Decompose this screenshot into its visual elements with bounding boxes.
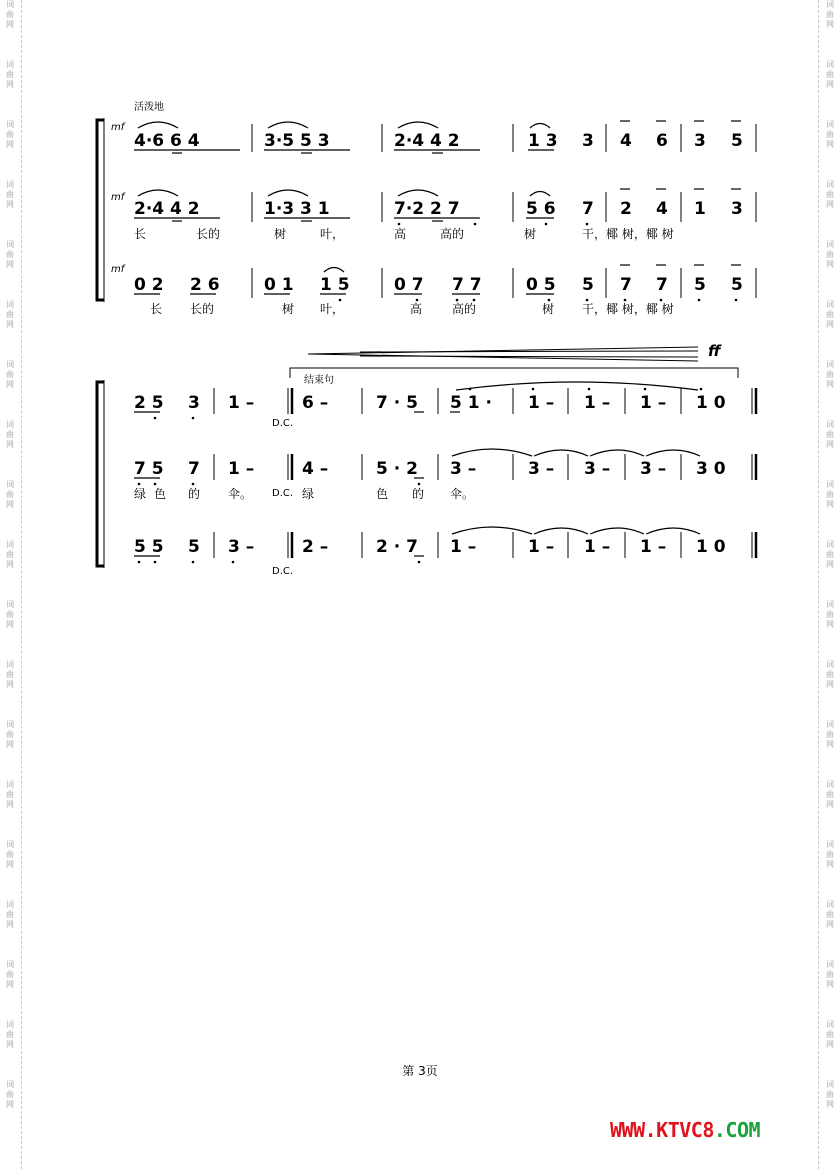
- note-text: 3: [582, 131, 594, 151]
- watermark-char: 曲: [6, 10, 14, 19]
- watermark-char: 词: [6, 420, 14, 429]
- watermark-char: 词: [826, 960, 834, 969]
- note-text: 2 –: [302, 537, 329, 557]
- note-text: 1 –: [450, 537, 477, 557]
- watermark-char: 词: [826, 240, 834, 249]
- watermark-char: 网: [6, 80, 14, 89]
- watermark-char: 词: [6, 600, 14, 609]
- note-text: 7: [620, 275, 632, 295]
- system-1-brace: [97, 120, 104, 300]
- watermark-char: 曲: [826, 730, 834, 739]
- watermark-char: 曲: [6, 850, 14, 859]
- watermark-char: 网: [826, 920, 834, 929]
- watermark-char: 曲: [826, 430, 834, 439]
- watermark-char: 网: [826, 440, 834, 449]
- lyric-text: 的: [412, 487, 425, 501]
- note-text: 5 6: [526, 199, 556, 219]
- watermark-char: 网: [826, 1100, 834, 1109]
- note-text: 7: [188, 459, 200, 479]
- dc-marking: D.C.: [272, 566, 294, 577]
- lyric-text: 伞。: [228, 487, 253, 501]
- note-text: 7: [582, 199, 594, 219]
- watermark-char: 曲: [6, 790, 14, 799]
- watermark-char: 曲: [826, 310, 834, 319]
- note-text: 2: [620, 199, 632, 219]
- watermark-char: 词: [6, 660, 14, 669]
- system-2: [97, 342, 756, 577]
- dynamic-mf-3: mf: [111, 264, 125, 275]
- note-text: 0 5: [526, 275, 556, 295]
- lyric-text: 叶，: [320, 227, 345, 241]
- tempo-marking: 活泼地: [134, 102, 164, 113]
- watermark-char: 网: [826, 560, 834, 569]
- watermark-char: 曲: [6, 130, 14, 139]
- watermark-char: 网: [826, 860, 834, 869]
- watermark-char: 网: [826, 620, 834, 629]
- system-2-brace: [97, 382, 104, 566]
- watermark-char: 曲: [6, 370, 14, 379]
- watermark-char: 词: [6, 240, 14, 249]
- watermark-char: 词: [826, 660, 834, 669]
- watermark-char: 网: [6, 1040, 14, 1049]
- note-text: 3·5 5 3: [264, 131, 330, 151]
- note-text: 5: [582, 275, 594, 295]
- watermark-char: 曲: [826, 370, 834, 379]
- watermark-char: 网: [6, 140, 14, 149]
- watermark-char: 网: [6, 320, 14, 329]
- watermark-char: 网: [826, 500, 834, 509]
- note-text: 3 0: [696, 459, 726, 479]
- note-text: 1 –: [640, 537, 667, 557]
- watermark-char: 曲: [6, 550, 14, 559]
- watermark-char: 网: [826, 320, 834, 329]
- lyric-text: 色: [154, 487, 167, 501]
- lyric-text: 树: [274, 227, 287, 241]
- watermark-char: 曲: [6, 250, 14, 259]
- watermark-char: 网: [826, 380, 834, 389]
- watermark-char: 曲: [6, 490, 14, 499]
- note-text: 1·3 3 1: [264, 199, 330, 219]
- note-text: 1 0: [696, 537, 726, 557]
- watermark-char: 网: [6, 800, 14, 809]
- watermark-char: 词: [6, 300, 14, 309]
- note-text: 1: [694, 199, 706, 219]
- note-text: 1 –: [528, 393, 555, 413]
- note-text: 1 –: [528, 537, 555, 557]
- watermark-char: 词: [826, 180, 834, 189]
- note-text: 2 6: [190, 275, 220, 295]
- lyric-text: 绿: [134, 487, 147, 501]
- watermark-char: 网: [6, 860, 14, 869]
- watermark-char: 曲: [826, 130, 834, 139]
- watermark-char: 词: [6, 900, 14, 909]
- note-text: 5: [694, 275, 706, 295]
- logo-domain-green: .COM: [713, 1118, 761, 1142]
- watermark-char: 词: [826, 1020, 834, 1029]
- watermark-char: 词: [6, 360, 14, 369]
- watermark-char: 曲: [826, 190, 834, 199]
- watermark-char: 曲: [826, 550, 834, 559]
- note-text: 2·4 4 2: [394, 131, 460, 151]
- note-text: 7 7: [452, 275, 482, 295]
- watermark-char: 曲: [6, 610, 14, 619]
- dynamic-mf-1: mf: [111, 122, 125, 133]
- note-text: 3 –: [450, 459, 477, 479]
- watermark-char: 曲: [826, 490, 834, 499]
- note-text: 5 5: [134, 537, 164, 557]
- note-text: 3: [188, 393, 200, 413]
- note-text: 1 –: [228, 459, 255, 479]
- lyric-text: 高的: [452, 302, 477, 316]
- watermark-char: 词: [826, 420, 834, 429]
- note-text: 6: [656, 131, 668, 151]
- site-logo[interactable]: [610, 1118, 760, 1142]
- watermark-char: 网: [6, 440, 14, 449]
- note-text: 5: [731, 131, 743, 151]
- lyric-text: 树: [524, 227, 537, 241]
- note-text: 5: [188, 537, 200, 557]
- watermark-char: 网: [6, 620, 14, 629]
- watermark-char: 词: [826, 120, 834, 129]
- lyric-text: 长: [134, 227, 147, 241]
- watermark-char: 网: [6, 680, 14, 689]
- watermark-char: 词: [826, 780, 834, 789]
- watermark-char: 曲: [6, 970, 14, 979]
- watermark-char: 曲: [826, 850, 834, 859]
- note-text: 5: [731, 275, 743, 295]
- watermark-char: 词: [6, 1020, 14, 1029]
- lyric-text: 高: [394, 227, 407, 241]
- watermark-char: 曲: [6, 1090, 14, 1099]
- ending-label: 结束句: [304, 375, 334, 386]
- watermark-char: 词: [6, 540, 14, 549]
- crescendo-hairpin: [308, 347, 698, 361]
- watermark-char: 网: [6, 1100, 14, 1109]
- watermark-char: 网: [826, 1040, 834, 1049]
- note-text: 4 –: [302, 459, 329, 479]
- lyric-text: 干，椰 树，椰 树: [582, 302, 674, 316]
- note-text: 0 2: [134, 275, 164, 295]
- note-text: 2·4 4 2: [134, 199, 200, 219]
- watermark-char: 词: [826, 360, 834, 369]
- watermark-char: 词: [6, 180, 14, 189]
- logo-prefix: WWW.: [610, 1118, 657, 1142]
- note-text: 7·2 2 7: [394, 199, 460, 219]
- lyric-text: 长的: [190, 302, 215, 316]
- watermark-char: 词: [826, 300, 834, 309]
- lyric-text: 高的: [440, 227, 465, 241]
- lyric-text: 长: [150, 302, 163, 316]
- watermark-char: 词: [826, 60, 834, 69]
- lyric-text: 树: [542, 302, 555, 316]
- note-text: 3: [694, 131, 706, 151]
- lyric-text: 高: [410, 302, 423, 316]
- watermark-char: 网: [826, 20, 834, 29]
- watermark-char: 网: [6, 740, 14, 749]
- watermark-char: 曲: [6, 70, 14, 79]
- watermark-char: 网: [6, 200, 14, 209]
- watermark-char: 曲: [826, 250, 834, 259]
- watermark-char: 网: [826, 740, 834, 749]
- watermark-char: 曲: [826, 970, 834, 979]
- watermark-char: 词: [826, 900, 834, 909]
- watermark-char: 词: [826, 0, 834, 9]
- dynamic-mf-2: mf: [111, 192, 125, 203]
- note-text: 1 –: [584, 393, 611, 413]
- watermark-char: 曲: [6, 730, 14, 739]
- note-text: 1 –: [640, 393, 667, 413]
- watermark-char: 词: [6, 120, 14, 129]
- note-text: 3 –: [584, 459, 611, 479]
- watermark-char: 词: [826, 840, 834, 849]
- system-1: [97, 100, 756, 316]
- note-text: 3: [731, 199, 743, 219]
- note-text: 0 7: [394, 275, 424, 295]
- note-text: 1 3: [528, 131, 558, 151]
- note-text: 0 1: [264, 275, 294, 295]
- note-text: 4: [620, 131, 632, 151]
- lyric-text: 绿: [302, 487, 315, 501]
- lyric-text: 色: [376, 487, 389, 501]
- watermark-char: 网: [826, 980, 834, 989]
- watermark-char: 网: [6, 980, 14, 989]
- dynamic-ff: ff: [708, 342, 721, 360]
- watermark-char: 曲: [6, 430, 14, 439]
- note-text: 6 –: [302, 393, 329, 413]
- watermark-char: 网: [826, 680, 834, 689]
- dc-marking: D.C.: [272, 418, 294, 429]
- watermark-char: 词: [6, 1080, 14, 1089]
- watermark-char: 词: [6, 480, 14, 489]
- watermark-char: 曲: [6, 910, 14, 919]
- watermark-char: 词: [6, 780, 14, 789]
- watermark-char: 网: [6, 560, 14, 569]
- lyric-text: 伞。: [450, 487, 475, 501]
- watermark-char: 网: [826, 200, 834, 209]
- note-text: 5 · 2: [376, 459, 418, 479]
- watermark-char: 曲: [826, 1030, 834, 1039]
- watermark-char: 词: [6, 960, 14, 969]
- note-text: 4: [656, 199, 668, 219]
- watermark-char: 词: [826, 1080, 834, 1089]
- note-text: 1 0: [696, 393, 726, 413]
- watermark-char: 词: [6, 0, 14, 9]
- note-text: 5 1 ·: [450, 393, 492, 413]
- lyric-text: 的: [188, 487, 201, 501]
- watermark-char: 词: [6, 840, 14, 849]
- watermark-char: 网: [826, 80, 834, 89]
- watermark-char: 词: [6, 60, 14, 69]
- lyric-text: 干，椰 树，椰 树: [582, 227, 674, 241]
- note-text: 2 · 7: [376, 537, 418, 557]
- ending-bracket: [290, 368, 738, 378]
- watermark-char: 词: [826, 720, 834, 729]
- page-number: 第 3页: [402, 1064, 438, 1078]
- watermark-char: 网: [6, 920, 14, 929]
- watermark-char: 网: [6, 500, 14, 509]
- dc-marking: D.C.: [272, 488, 294, 499]
- watermark-char: 曲: [826, 610, 834, 619]
- watermark-char: 曲: [826, 70, 834, 79]
- note-text: 1 –: [228, 393, 255, 413]
- note-text: 7 5: [134, 459, 164, 479]
- watermark-char: 网: [6, 380, 14, 389]
- logo-domain-red: KTVC8: [656, 1118, 714, 1142]
- watermark-char: 曲: [826, 910, 834, 919]
- note-text: 1 5: [320, 275, 350, 295]
- watermark-char: 曲: [826, 10, 834, 19]
- note-text: 3 –: [640, 459, 667, 479]
- note-text: 4·6 6 4: [134, 131, 200, 151]
- watermark-char: 曲: [6, 1030, 14, 1039]
- lyric-text: 树: [282, 302, 295, 316]
- note-text: 2 5: [134, 393, 164, 413]
- watermark-char: 曲: [826, 790, 834, 799]
- watermark-char: 曲: [6, 190, 14, 199]
- note-text: 1 –: [584, 537, 611, 557]
- watermark-char: 曲: [826, 670, 834, 679]
- note-text: 3 –: [228, 537, 255, 557]
- watermark-char: 词: [826, 540, 834, 549]
- watermark-char: 网: [826, 800, 834, 809]
- watermark-char: 网: [6, 260, 14, 269]
- note-text: 7: [656, 275, 668, 295]
- watermark-char: 词: [826, 480, 834, 489]
- watermark-char: 曲: [6, 310, 14, 319]
- lyric-text: 叶，: [320, 302, 345, 316]
- watermark-char: 网: [6, 20, 14, 29]
- watermark-char: 词: [826, 600, 834, 609]
- note-text: 3 –: [528, 459, 555, 479]
- watermark-char: 网: [826, 260, 834, 269]
- note-text: 7 · 5: [376, 393, 418, 413]
- watermark-char: 曲: [826, 1090, 834, 1099]
- watermark-char: 词: [6, 720, 14, 729]
- watermark-char: 网: [826, 140, 834, 149]
- watermark-char: 曲: [6, 670, 14, 679]
- lyric-text: 长的: [196, 227, 221, 241]
